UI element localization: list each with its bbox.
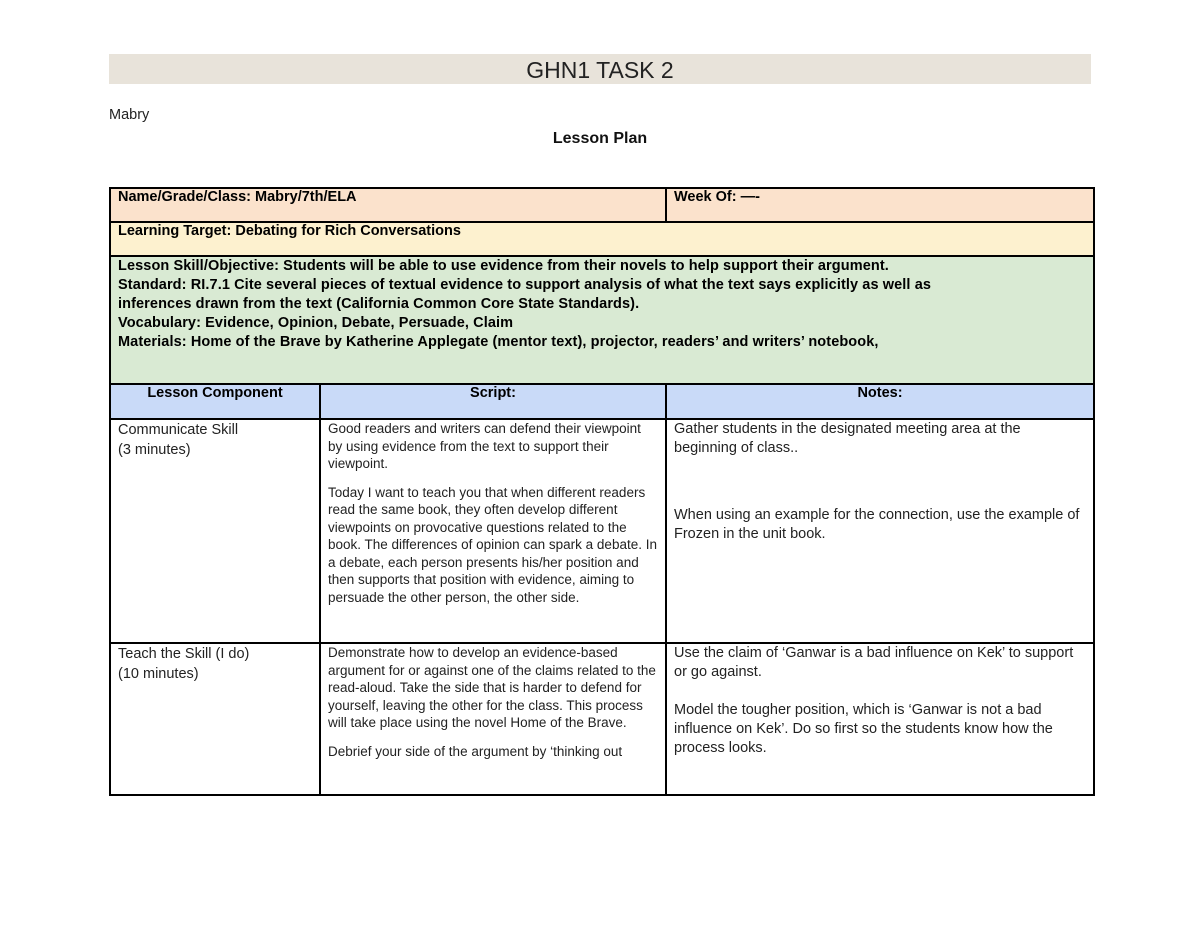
notes-paragraph: When using an example for the connection, use the example of Frozen in the unit book. (674, 507, 1080, 542)
name-row (110, 188, 1094, 222)
learning-target-row (110, 222, 1094, 256)
notes-paragraph: Use the claim of ‘Ganwar is a bad influence on Kek’ to support or go against. (674, 645, 1074, 680)
table-row (110, 643, 1094, 795)
script-paragraph: Today I want to teach you that when different readers read the same book, they often develop different viewpoints on provocative questions related to the book. The differences of opinion can spark a debate. In a debate, each person presents his/her position and then supports that position with evidence, aiming to persuade the other person, the other side. (328, 484, 657, 605)
vocabulary-text: Vocabulary: Evidence, Opinion, Debate, Persuade, Claim (118, 315, 514, 331)
author-name: Mabry (109, 107, 150, 123)
standard-text-line2: inferences drawn from the text (California Common Core State Standards). (118, 296, 640, 312)
lesson-component-cell (110, 419, 320, 643)
script-paragraph: Good readers and writers can defend their viewpoint by using evidence from the text to support their viewpoint. (328, 421, 641, 471)
component-name: Teach the Skill (I do) (118, 646, 250, 662)
component-duration: (3 minutes) (118, 442, 191, 458)
objective-cell (110, 256, 1094, 384)
lesson-plan-table (109, 187, 1095, 796)
component-name: Communicate Skill (118, 422, 239, 438)
objective-row (110, 256, 1094, 384)
document-title: GHN1 TASK 2 (109, 54, 1091, 84)
week-of-cell: Week Of: —- (666, 188, 1094, 222)
header-lesson-component: Lesson Component (110, 384, 320, 419)
objective-text: Lesson Skill/Objective: Students will be able to use evidence from their novels to help support their argument. (118, 258, 889, 274)
column-header-row (110, 384, 1094, 419)
table-row (110, 419, 1094, 643)
notes-paragraph: Gather students in the designated meeting area at the beginning of class.. (674, 421, 1021, 456)
notes-cell (666, 419, 1094, 643)
name-grade-class-cell: Name/Grade/Class: Mabry/7th/ELA (110, 188, 666, 222)
notes-paragraph: Model the tougher position, which is ‘Ganwar is not a bad influence on Kek’. Do so first so the students know how the process looks. (674, 702, 1053, 756)
script-paragraph: Debrief your side of the argument by ‘thinking out (328, 743, 623, 759)
script-paragraph: Demonstrate how to develop an evidence-based argument for or against one of the claims related to the read-aloud. Take the side that is harder to defend for yourself, leaving the other for the class. This process will take place using the novel Home of the Brave. (328, 645, 656, 730)
learning-target-cell: Learning Target: Debating for Rich Conversations (110, 222, 1094, 256)
standard-text-line1: Standard: RI.7.1 Cite several pieces of textual evidence to support analysis of what the text says explicitly as well as (118, 277, 932, 293)
script-cell (320, 643, 666, 795)
script-cell (320, 419, 666, 643)
materials-text: Materials: Home of the Brave by Katherine Applegate (mentor text), projector, readers’ and writers’ notebook, (118, 334, 879, 350)
lesson-component-cell (110, 643, 320, 795)
lesson-plan-heading: Lesson Plan (552, 130, 648, 147)
notes-cell (666, 643, 1094, 795)
header-script: Script: (320, 384, 666, 419)
component-duration: (10 minutes) (118, 666, 199, 682)
header-notes: Notes: (666, 384, 1094, 419)
